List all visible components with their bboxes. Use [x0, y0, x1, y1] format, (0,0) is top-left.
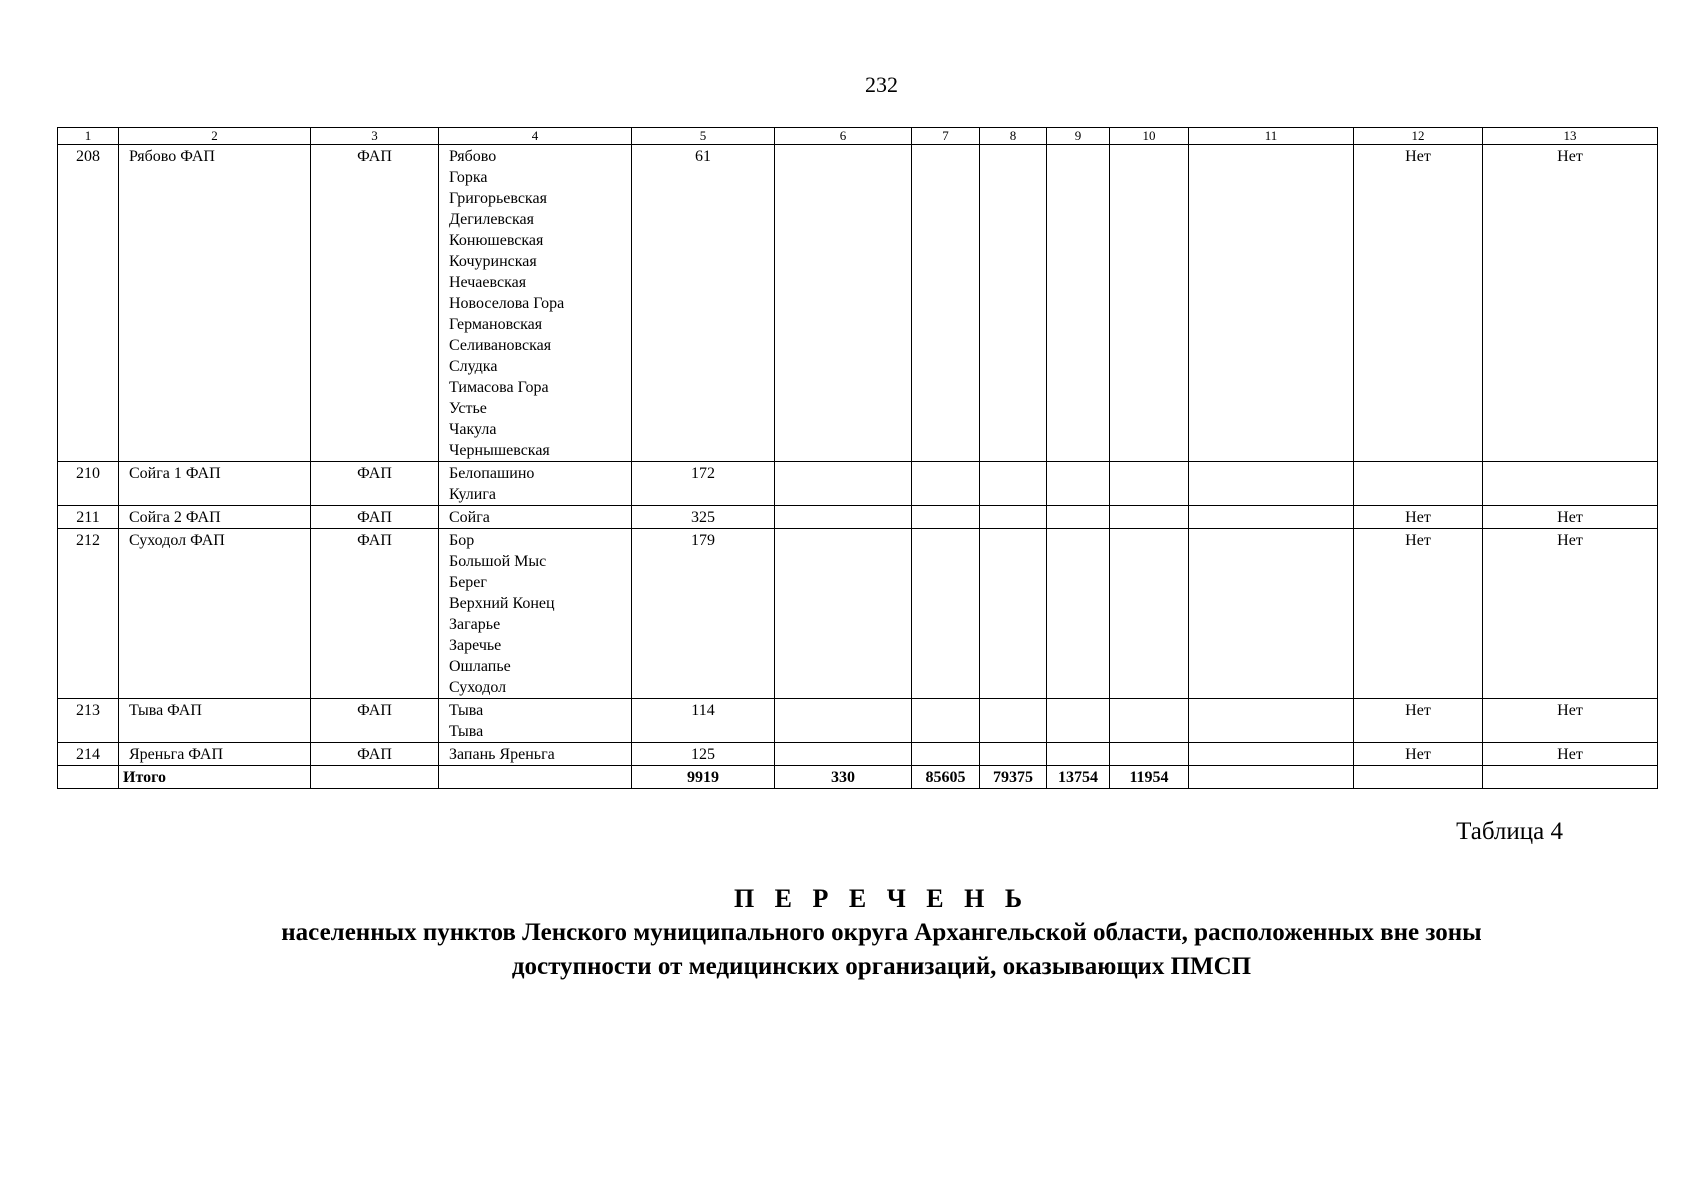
- cell-7: [912, 506, 980, 529]
- settlement-name: Тыва: [449, 702, 484, 719]
- population-cell: 125: [632, 743, 775, 766]
- settlements-list: [439, 145, 632, 462]
- total-col-10: 11954: [1110, 766, 1189, 789]
- total-cell-1: [58, 766, 119, 789]
- settlement-name: Селивановская: [449, 337, 552, 354]
- row-number: 212: [58, 529, 119, 699]
- cell-11: [1189, 699, 1354, 743]
- population-cell: 172: [632, 462, 775, 506]
- cell-11: [1189, 145, 1354, 462]
- settlement-name: Новоселова Гора: [449, 295, 565, 312]
- total-label: Итого: [119, 766, 311, 789]
- total-row: [58, 766, 1658, 789]
- settlement-name: Слудка: [449, 358, 498, 375]
- cell-12: Нет: [1354, 529, 1483, 699]
- cell-11: [1189, 529, 1354, 699]
- settlements-list: [439, 743, 632, 766]
- title-heading: П Е Р Е Ч Е Н Ь: [733, 884, 1030, 913]
- cell-6: [775, 743, 912, 766]
- settlement-name: Белопашино: [449, 465, 535, 482]
- population-cell: 325: [632, 506, 775, 529]
- column-number-row: [58, 128, 1658, 145]
- cell-7: [912, 145, 980, 462]
- table-row: [58, 145, 1658, 462]
- column-number: 2: [119, 128, 311, 145]
- row-number: 211: [58, 506, 119, 529]
- settlement-name: Чернышевская: [449, 442, 550, 459]
- cell-13: Нет: [1483, 506, 1658, 529]
- population-cell: 61: [632, 145, 775, 462]
- settlement-name: Григорьевская: [449, 190, 547, 207]
- cell-10: [1110, 506, 1189, 529]
- document-title: [0, 882, 1697, 984]
- row-number: 214: [58, 743, 119, 766]
- total-col-9: 13754: [1047, 766, 1110, 789]
- column-number: 13: [1483, 128, 1658, 145]
- cell-9: [1047, 462, 1110, 506]
- cell-11: [1189, 462, 1354, 506]
- facility-name: Сойга 1 ФАП: [119, 462, 311, 506]
- cell-10: [1110, 529, 1189, 699]
- cell-13: Нет: [1483, 699, 1658, 743]
- facility-name: Тыва ФАП: [119, 699, 311, 743]
- table-row: [58, 529, 1658, 699]
- cell-12: Нет: [1354, 743, 1483, 766]
- cell-13: Нет: [1483, 145, 1658, 462]
- settlement-name: Устье: [449, 400, 487, 417]
- settlements-list: [439, 506, 632, 529]
- settlement-name: Дегилевская: [449, 211, 534, 228]
- facility-name: Суходол ФАП: [119, 529, 311, 699]
- settlement-name: Сойга: [449, 509, 490, 526]
- total-cell-11: [1189, 766, 1354, 789]
- cell-12: [1354, 462, 1483, 506]
- cell-9: [1047, 529, 1110, 699]
- total-cell-4: [439, 766, 632, 789]
- settlements-list: [439, 529, 632, 699]
- settlement-name: Верхний Конец: [449, 595, 555, 612]
- settlement-name: Большой Мыс: [449, 553, 547, 570]
- cell-13: Нет: [1483, 529, 1658, 699]
- page-number: 232: [865, 72, 898, 97]
- column-number: 10: [1110, 128, 1189, 145]
- title-line-3: доступности от медицинских организаций, оказывающих ПМСП: [511, 953, 1252, 980]
- column-number: 12: [1354, 128, 1483, 145]
- row-number: 208: [58, 145, 119, 462]
- cell-8: [980, 743, 1047, 766]
- cell-6: [775, 506, 912, 529]
- cell-9: [1047, 145, 1110, 462]
- cell-11: [1189, 506, 1354, 529]
- cell-6: [775, 529, 912, 699]
- row-number: 210: [58, 462, 119, 506]
- facility-type: ФАП: [311, 145, 439, 462]
- cell-13: Нет: [1483, 743, 1658, 766]
- settlement-name: Берег: [449, 574, 487, 591]
- settlement-name: Тимасова Гора: [449, 379, 549, 396]
- cell-6: [775, 462, 912, 506]
- table-row: [58, 699, 1658, 743]
- facility-name: Рябово ФАП: [119, 145, 311, 462]
- column-number: 11: [1189, 128, 1354, 145]
- cell-7: [912, 529, 980, 699]
- facility-type: ФАП: [311, 462, 439, 506]
- column-number: 7: [912, 128, 980, 145]
- population-cell: 179: [632, 529, 775, 699]
- settlement-name: Загарье: [449, 616, 501, 633]
- cell-10: [1110, 699, 1189, 743]
- table-label: Таблица 4: [1456, 818, 1563, 845]
- cell-12: Нет: [1354, 506, 1483, 529]
- cell-8: [980, 506, 1047, 529]
- settlements-list: [439, 462, 632, 506]
- cell-7: [912, 743, 980, 766]
- table-row: [58, 462, 1658, 506]
- total-col-5: 9919: [632, 766, 775, 789]
- cell-6: [775, 145, 912, 462]
- facility-type: ФАП: [311, 699, 439, 743]
- settlement-name: Тыва: [449, 723, 484, 740]
- cell-12: Нет: [1354, 145, 1483, 462]
- row-number: 213: [58, 699, 119, 743]
- cell-12: Нет: [1354, 699, 1483, 743]
- column-number: 1: [58, 128, 119, 145]
- facilities-table: [57, 127, 1658, 789]
- total-cell-13: [1483, 766, 1658, 789]
- settlement-name: Рябово: [449, 148, 497, 165]
- cell-7: [912, 699, 980, 743]
- column-number: 3: [311, 128, 439, 145]
- facility-name: Яреньга ФАП: [119, 743, 311, 766]
- column-number: 4: [439, 128, 632, 145]
- settlement-name: Горка: [449, 169, 488, 186]
- settlement-name: Кочуринская: [449, 253, 537, 270]
- settlements-list: [439, 699, 632, 743]
- column-number: 5: [632, 128, 775, 145]
- facility-name: Сойга 2 ФАП: [119, 506, 311, 529]
- cell-8: [980, 529, 1047, 699]
- cell-10: [1110, 462, 1189, 506]
- total-col-7: 85605: [912, 766, 980, 789]
- facility-type: ФАП: [311, 529, 439, 699]
- population-cell: 114: [632, 699, 775, 743]
- settlement-name: Запань Яреньга: [449, 746, 555, 763]
- cell-7: [912, 462, 980, 506]
- cell-10: [1110, 743, 1189, 766]
- settlement-name: Бор: [449, 532, 475, 549]
- total-cell-3: [311, 766, 439, 789]
- cell-9: [1047, 699, 1110, 743]
- settlement-name: Чакула: [449, 421, 497, 438]
- settlement-name: Германовская: [449, 316, 543, 333]
- total-cell-12: [1354, 766, 1483, 789]
- cell-11: [1189, 743, 1354, 766]
- cell-9: [1047, 506, 1110, 529]
- total-col-6: 330: [775, 766, 912, 789]
- settlement-name: Суходол: [449, 679, 507, 696]
- cell-9: [1047, 743, 1110, 766]
- title-line-2: населенных пунктов Ленского муниципального округа Архангельской области, расположенных вне зоны: [281, 919, 1482, 946]
- facility-type: ФАП: [311, 506, 439, 529]
- settlement-name: Кулига: [449, 486, 496, 503]
- cell-6: [775, 699, 912, 743]
- cell-8: [980, 145, 1047, 462]
- settlement-name: Нечаевская: [449, 274, 527, 291]
- settlement-name: Конюшевская: [449, 232, 544, 249]
- settlement-name: Ошлапье: [449, 658, 511, 675]
- cell-13: [1483, 462, 1658, 506]
- total-col-8: 79375: [980, 766, 1047, 789]
- settlement-name: Заречье: [449, 637, 502, 654]
- column-number: 8: [980, 128, 1047, 145]
- table-row: [58, 506, 1658, 529]
- table-row: [58, 743, 1658, 766]
- facility-type: ФАП: [311, 743, 439, 766]
- cell-8: [980, 462, 1047, 506]
- cell-10: [1110, 145, 1189, 462]
- column-number: 9: [1047, 128, 1110, 145]
- cell-8: [980, 699, 1047, 743]
- column-number: 6: [775, 128, 912, 145]
